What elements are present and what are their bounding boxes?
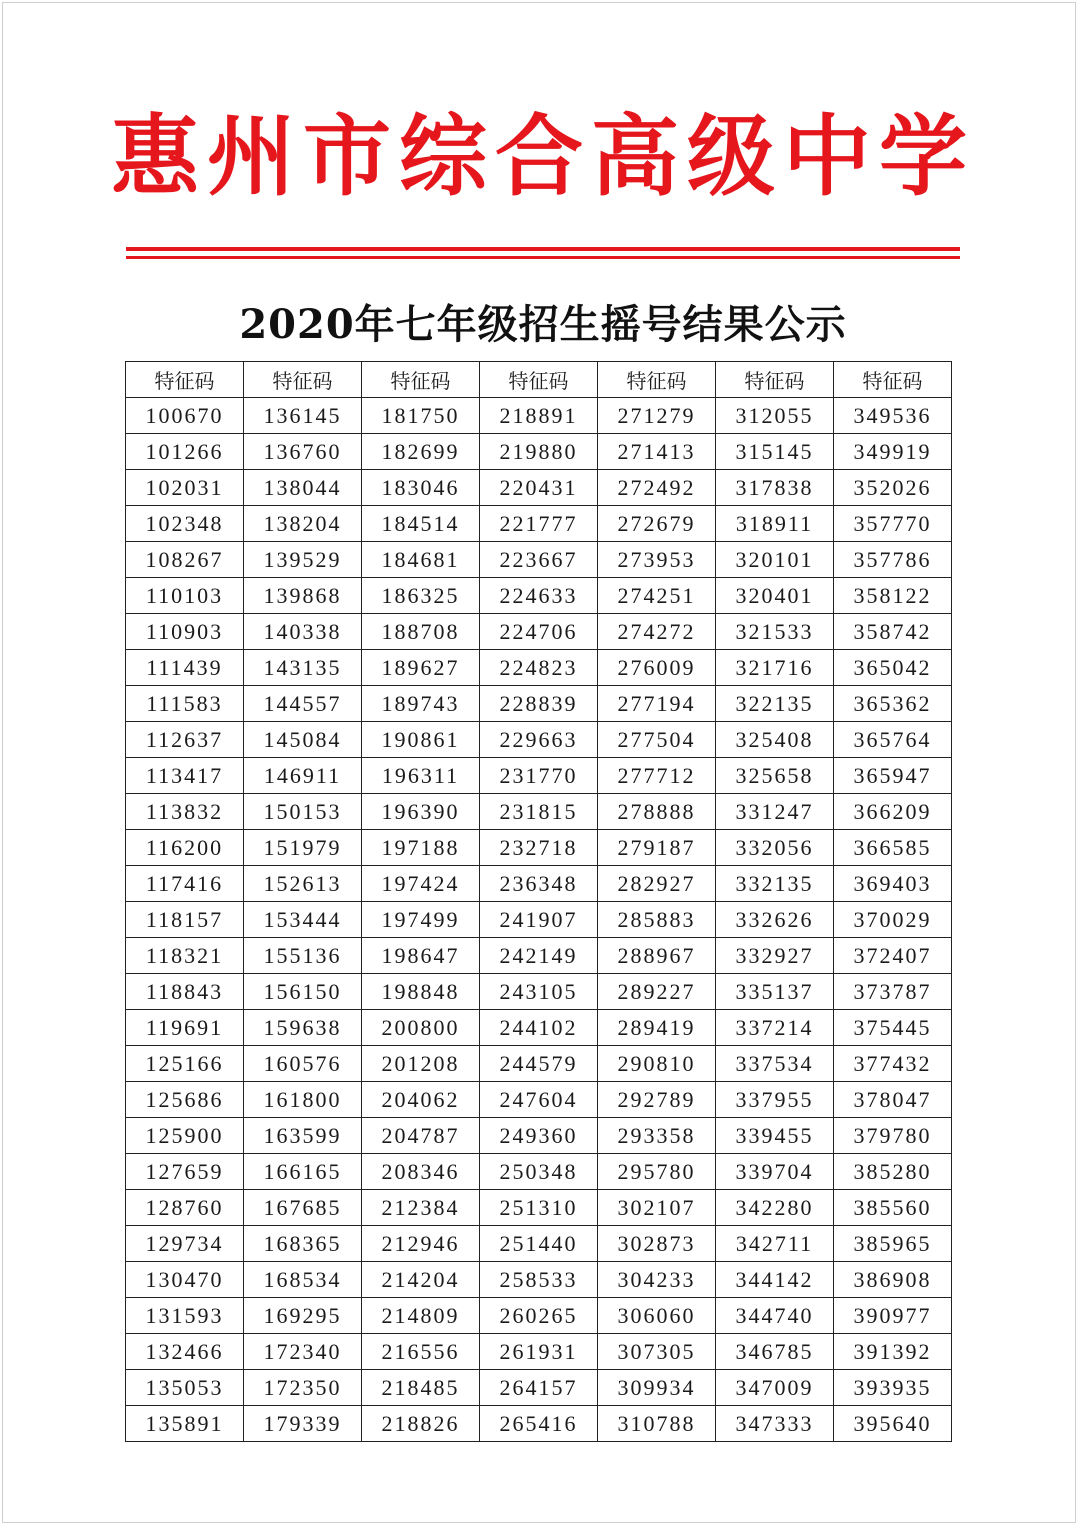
- column-header: 特征码: [716, 362, 834, 398]
- code-cell: 320401: [716, 578, 834, 614]
- code-cell: 352026: [834, 470, 952, 506]
- code-cell: 357770: [834, 506, 952, 542]
- code-cell: 279187: [598, 830, 716, 866]
- code-cell: 385965: [834, 1226, 952, 1262]
- code-cell: 119691: [126, 1010, 244, 1046]
- code-cell: 216556: [362, 1334, 480, 1370]
- table-row: [126, 1226, 952, 1262]
- table-row: [126, 1406, 952, 1442]
- code-cell: 277712: [598, 758, 716, 794]
- code-cell: 331247: [716, 794, 834, 830]
- code-cell: 337214: [716, 1010, 834, 1046]
- code-cell: 212946: [362, 1226, 480, 1262]
- table-row: [126, 1262, 952, 1298]
- code-cell: 220431: [480, 470, 598, 506]
- table-row: [126, 542, 952, 578]
- table-row: [126, 434, 952, 470]
- code-cell: 168365: [244, 1226, 362, 1262]
- code-cell: 156150: [244, 974, 362, 1010]
- column-header: 特征码: [834, 362, 952, 398]
- code-cell: 243105: [480, 974, 598, 1010]
- code-cell: 214809: [362, 1298, 480, 1334]
- column-header: 特征码: [126, 362, 244, 398]
- code-cell: 168534: [244, 1262, 362, 1298]
- code-cell: 108267: [126, 542, 244, 578]
- code-cell: 136760: [244, 434, 362, 470]
- code-cell: 145084: [244, 722, 362, 758]
- code-cell: 310788: [598, 1406, 716, 1442]
- code-cell: 344740: [716, 1298, 834, 1334]
- code-cell: 244579: [480, 1046, 598, 1082]
- code-cell: 337534: [716, 1046, 834, 1082]
- code-cell: 265416: [480, 1406, 598, 1442]
- table-row: [126, 1190, 952, 1226]
- code-cell: 218485: [362, 1370, 480, 1406]
- code-cell: 111439: [126, 650, 244, 686]
- code-cell: 110903: [126, 614, 244, 650]
- table-row: [126, 1010, 952, 1046]
- table-row: [126, 1118, 952, 1154]
- code-cell: 172350: [244, 1370, 362, 1406]
- code-cell: 135053: [126, 1370, 244, 1406]
- table-row: [126, 578, 952, 614]
- code-cell: 274272: [598, 614, 716, 650]
- code-cell: 197424: [362, 866, 480, 902]
- code-cell: 372407: [834, 938, 952, 974]
- code-cell: 295780: [598, 1154, 716, 1190]
- table-body: [126, 398, 952, 1442]
- table-row: [126, 1154, 952, 1190]
- code-cell: 321716: [716, 650, 834, 686]
- code-cell: 302107: [598, 1190, 716, 1226]
- code-cell: 358742: [834, 614, 952, 650]
- code-cell: 146911: [244, 758, 362, 794]
- code-cell: 101266: [126, 434, 244, 470]
- code-cell: 219880: [480, 434, 598, 470]
- table-row: [126, 650, 952, 686]
- code-cell: 186325: [362, 578, 480, 614]
- code-cell: 198848: [362, 974, 480, 1010]
- table-row: [126, 974, 952, 1010]
- code-cell: 261931: [480, 1334, 598, 1370]
- code-cell: 113417: [126, 758, 244, 794]
- code-cell: 390977: [834, 1298, 952, 1334]
- code-cell: 184514: [362, 506, 480, 542]
- code-cell: 332626: [716, 902, 834, 938]
- code-cell: 231770: [480, 758, 598, 794]
- code-cell: 161800: [244, 1082, 362, 1118]
- code-cell: 204062: [362, 1082, 480, 1118]
- code-cell: 118157: [126, 902, 244, 938]
- code-cell: 221777: [480, 506, 598, 542]
- code-cell: 357786: [834, 542, 952, 578]
- code-cell: 273953: [598, 542, 716, 578]
- code-cell: 289419: [598, 1010, 716, 1046]
- code-cell: 317838: [716, 470, 834, 506]
- code-cell: 386908: [834, 1262, 952, 1298]
- code-cell: 393935: [834, 1370, 952, 1406]
- code-cell: 365042: [834, 650, 952, 686]
- code-cell: 102031: [126, 470, 244, 506]
- code-cell: 117416: [126, 866, 244, 902]
- code-cell: 212384: [362, 1190, 480, 1226]
- code-cell: 318911: [716, 506, 834, 542]
- code-cell: 271279: [598, 398, 716, 434]
- code-cell: 214204: [362, 1262, 480, 1298]
- code-cell: 102348: [126, 506, 244, 542]
- code-cell: 250348: [480, 1154, 598, 1190]
- code-cell: 347009: [716, 1370, 834, 1406]
- document-page: [2, 2, 1076, 1523]
- code-cell: 232718: [480, 830, 598, 866]
- code-cell: 181750: [362, 398, 480, 434]
- code-cell: 278888: [598, 794, 716, 830]
- code-cell: 290810: [598, 1046, 716, 1082]
- code-cell: 136145: [244, 398, 362, 434]
- table-row: [126, 686, 952, 722]
- code-cell: 304233: [598, 1262, 716, 1298]
- code-cell: 288967: [598, 938, 716, 974]
- code-cell: 249360: [480, 1118, 598, 1154]
- code-cell: 332135: [716, 866, 834, 902]
- code-cell: 169295: [244, 1298, 362, 1334]
- code-cell: 131593: [126, 1298, 244, 1334]
- code-cell: 365362: [834, 686, 952, 722]
- table-row: [126, 866, 952, 902]
- code-cell: 365947: [834, 758, 952, 794]
- code-cell: 302873: [598, 1226, 716, 1262]
- code-cell: 282927: [598, 866, 716, 902]
- code-cell: 151979: [244, 830, 362, 866]
- code-cell: 153444: [244, 902, 362, 938]
- code-cell: 271413: [598, 434, 716, 470]
- code-cell: 292789: [598, 1082, 716, 1118]
- code-cell: 167685: [244, 1190, 362, 1226]
- code-cell: 112637: [126, 722, 244, 758]
- code-cell: 366585: [834, 830, 952, 866]
- code-cell: 274251: [598, 578, 716, 614]
- code-cell: 163599: [244, 1118, 362, 1154]
- code-cell: 196390: [362, 794, 480, 830]
- code-cell: 224823: [480, 650, 598, 686]
- code-cell: 182699: [362, 434, 480, 470]
- code-cell: 201208: [362, 1046, 480, 1082]
- code-cell: 224706: [480, 614, 598, 650]
- red-rule-thick: [126, 247, 960, 251]
- code-cell: 277194: [598, 686, 716, 722]
- table-header-row: [126, 362, 952, 398]
- code-cell: 342280: [716, 1190, 834, 1226]
- code-cell: 385280: [834, 1154, 952, 1190]
- code-cell: 140338: [244, 614, 362, 650]
- code-cell: 139868: [244, 578, 362, 614]
- code-cell: 379780: [834, 1118, 952, 1154]
- code-cell: 347333: [716, 1406, 834, 1442]
- code-cell: 272492: [598, 470, 716, 506]
- code-cell: 208346: [362, 1154, 480, 1190]
- red-rule-thin: [126, 256, 960, 259]
- code-cell: 128760: [126, 1190, 244, 1226]
- code-cell: 346785: [716, 1334, 834, 1370]
- table-row: [126, 1046, 952, 1082]
- code-cell: 152613: [244, 866, 362, 902]
- code-cell: 184681: [362, 542, 480, 578]
- code-cell: 196311: [362, 758, 480, 794]
- table-row: [126, 470, 952, 506]
- code-cell: 377432: [834, 1046, 952, 1082]
- code-cell: 395640: [834, 1406, 952, 1442]
- code-cell: 160576: [244, 1046, 362, 1082]
- code-cell: 247604: [480, 1082, 598, 1118]
- code-cell: 337955: [716, 1082, 834, 1118]
- code-cell: 339704: [716, 1154, 834, 1190]
- code-cell: 116200: [126, 830, 244, 866]
- code-cell: 200800: [362, 1010, 480, 1046]
- code-cell: 365764: [834, 722, 952, 758]
- code-cell: 272679: [598, 506, 716, 542]
- code-cell: 260265: [480, 1298, 598, 1334]
- code-cell: 139529: [244, 542, 362, 578]
- document-title: 2020年七年级招生摇号结果公示: [239, 301, 847, 348]
- column-header: 特征码: [244, 362, 362, 398]
- table-row: [126, 614, 952, 650]
- code-cell: 332056: [716, 830, 834, 866]
- code-cell: 183046: [362, 470, 480, 506]
- code-cell: 204787: [362, 1118, 480, 1154]
- code-cell: 375445: [834, 1010, 952, 1046]
- code-cell: 344142: [716, 1262, 834, 1298]
- code-cell: 320101: [716, 542, 834, 578]
- code-cell: 315145: [716, 434, 834, 470]
- code-cell: 236348: [480, 866, 598, 902]
- table-row: [126, 758, 952, 794]
- table-row: [126, 830, 952, 866]
- code-cell: 242149: [480, 938, 598, 974]
- code-cell: 166165: [244, 1154, 362, 1190]
- code-cell: 218891: [480, 398, 598, 434]
- table-row: [126, 1082, 952, 1118]
- code-cell: 188708: [362, 614, 480, 650]
- code-cell: 190861: [362, 722, 480, 758]
- code-cell: 100670: [126, 398, 244, 434]
- code-cell: 125900: [126, 1118, 244, 1154]
- code-cell: 385560: [834, 1190, 952, 1226]
- table-row: [126, 506, 952, 542]
- table-row: [126, 398, 952, 434]
- code-cell: 189743: [362, 686, 480, 722]
- code-cell: 159638: [244, 1010, 362, 1046]
- code-cell: 172340: [244, 1334, 362, 1370]
- code-cell: 150153: [244, 794, 362, 830]
- code-cell: 118843: [126, 974, 244, 1010]
- code-cell: 135891: [126, 1406, 244, 1442]
- code-cell: 138204: [244, 506, 362, 542]
- code-cell: 129734: [126, 1226, 244, 1262]
- code-cell: 325408: [716, 722, 834, 758]
- column-header: 特征码: [362, 362, 480, 398]
- table-row: [126, 722, 952, 758]
- code-cell: 223667: [480, 542, 598, 578]
- column-header: 特征码: [480, 362, 598, 398]
- code-cell: 309934: [598, 1370, 716, 1406]
- code-cell: 125686: [126, 1082, 244, 1118]
- code-cell: 231815: [480, 794, 598, 830]
- code-cell: 277504: [598, 722, 716, 758]
- code-cell: 155136: [244, 938, 362, 974]
- table-row: [126, 794, 952, 830]
- code-cell: 143135: [244, 650, 362, 686]
- code-cell: 349919: [834, 434, 952, 470]
- code-cell: 110103: [126, 578, 244, 614]
- code-cell: 130470: [126, 1262, 244, 1298]
- table-row: [126, 902, 952, 938]
- code-cell: 289227: [598, 974, 716, 1010]
- code-cell: 244102: [480, 1010, 598, 1046]
- code-cell: 342711: [716, 1226, 834, 1262]
- code-cell: 306060: [598, 1298, 716, 1334]
- table-row: [126, 1370, 952, 1406]
- code-cell: 339455: [716, 1118, 834, 1154]
- code-cell: 132466: [126, 1334, 244, 1370]
- code-cell: 293358: [598, 1118, 716, 1154]
- code-cell: 224633: [480, 578, 598, 614]
- code-cell: 228839: [480, 686, 598, 722]
- code-cell: 125166: [126, 1046, 244, 1082]
- code-cell: 312055: [716, 398, 834, 434]
- code-cell: 189627: [362, 650, 480, 686]
- code-cell: 307305: [598, 1334, 716, 1370]
- code-cell: 349536: [834, 398, 952, 434]
- code-cell: 264157: [480, 1370, 598, 1406]
- code-cell: 358122: [834, 578, 952, 614]
- code-cell: 335137: [716, 974, 834, 1010]
- code-cell: 285883: [598, 902, 716, 938]
- table-row: [126, 938, 952, 974]
- code-cell: 373787: [834, 974, 952, 1010]
- code-cell: 197188: [362, 830, 480, 866]
- table-row: [126, 1334, 952, 1370]
- code-cell: 322135: [716, 686, 834, 722]
- school-name-heading: 惠州市综合高级中学: [110, 104, 975, 208]
- code-cell: 111583: [126, 686, 244, 722]
- code-cell: 251440: [480, 1226, 598, 1262]
- code-cell: 241907: [480, 902, 598, 938]
- code-cell: 251310: [480, 1190, 598, 1226]
- code-cell: 138044: [244, 470, 362, 506]
- code-cell: 113832: [126, 794, 244, 830]
- code-cell: 391392: [834, 1334, 952, 1370]
- code-cell: 127659: [126, 1154, 244, 1190]
- code-cell: 179339: [244, 1406, 362, 1442]
- code-cell: 366209: [834, 794, 952, 830]
- code-cell: 144557: [244, 686, 362, 722]
- table-row: [126, 1298, 952, 1334]
- code-cell: 378047: [834, 1082, 952, 1118]
- code-cell: 198647: [362, 938, 480, 974]
- code-cell: 118321: [126, 938, 244, 974]
- code-cell: 229663: [480, 722, 598, 758]
- code-cell: 370029: [834, 902, 952, 938]
- code-cell: 332927: [716, 938, 834, 974]
- code-cell: 369403: [834, 866, 952, 902]
- code-cell: 276009: [598, 650, 716, 686]
- code-cell: 218826: [362, 1406, 480, 1442]
- code-cell: 197499: [362, 902, 480, 938]
- code-cell: 325658: [716, 758, 834, 794]
- column-header: 特征码: [598, 362, 716, 398]
- results-table: [125, 361, 952, 1442]
- code-cell: 321533: [716, 614, 834, 650]
- code-cell: 258533: [480, 1262, 598, 1298]
